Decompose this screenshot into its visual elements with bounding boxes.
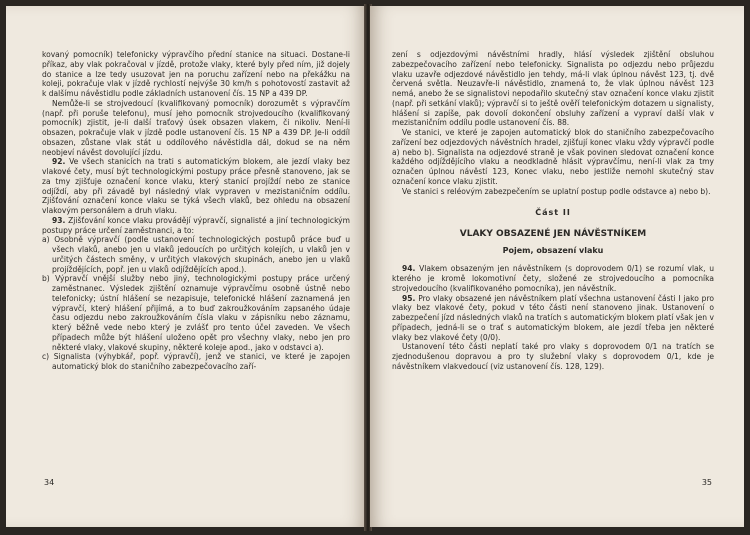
list-item-text: Signalista (výhybkář, popř. výpravčí), jenž ve stanici, ve které je zapojen automatický blok do staničního zabezpečovacího zaří- xyxy=(52,352,350,371)
section-label: Část II xyxy=(535,208,571,218)
paragraph: zení s odjezdovými návěstními hradly, hlásí výsledek zjištění obsluhou zabezpečovacího zařízení nebo telefonicky. Signalista po odjezdu nebo průjezdu vlaku uzavře odjezdové návěstidlo jen tehdy, má-li vlak úplnou návěst 123, tj. dvě červená světla. Neuzavře-li návěstidlo, znamená to, že vlak úplnou návěst 123 nemá, anebo že se signalistovi nepodařilo skutečný stav označení konce vlaku zjistit (např. při setkání vlaků); výpravčí si to ještě ověří telefonickým dotazem u signalisty, hlášení si zapíše, pak dovolí dokončení obsluhy zařízení a vypraví další vlak v mezistaničním oddílu podle ustanovení čís. 88. xyxy=(392,50,714,128)
left-page-number: 34 xyxy=(44,478,55,487)
list-item-text: Osobně výpravčí (podle ustanovení technologických postupů práce buď u všech vlaků, anebo jen u vlaků jedoucích po určitých kolejích, u vlaků jen v určitých částech směny, v určitých vlakových skupinách, anebo jen u vlaků projíždějících, popř. jen u vlaků odjíždějících apod.). xyxy=(52,235,350,274)
paragraph-number: 95. xyxy=(402,293,416,303)
paragraph: Nemůže-li se strojvedoucí (kvalifikovaný pomocník) dorozumět s výpravčím (např. při poruše telefonu), musí jeho pomocník strojvedoucího (kvalifikovaný pomocník) zjistit, je-li další traťový úsek obsazen vlakem, či nikoliv. Není-li obsazen, pokračuje vlak v jízdě podle ustanovení čís. 15 NP a 439 DP. Je-li oddíl obsazen, zůstane vlak stát u oddílového návěstidla dál, dokud se na něm neobjeví návěst dovolující jízdu. xyxy=(42,98,350,157)
chapter-subheading: Pojem, obsazení vlaku xyxy=(502,246,604,256)
list-item-label: b) xyxy=(42,274,50,284)
paragraph-text: Zjišťování konce vlaku provádějí výpravčí, signalisté a jiní technologickým postupy práce určení zaměstnanci, a to: xyxy=(42,215,350,235)
paragraph-text: Vlakem obsazeným jen návěstníkem (s doprovodem 0/1) se rozumí vlak, u kterého je kromě lokomotivní čety, složené ze strojvedoucího a pomocníka strojvedoucího (kvalifikovaného pomocníka), jen návěstník. xyxy=(392,264,714,293)
paragraph-number: 94. xyxy=(402,264,416,274)
right-page-text xyxy=(392,50,714,372)
paragraph-number: 93. xyxy=(52,215,66,225)
list-item xyxy=(42,352,350,372)
paragraph-number: 92. xyxy=(52,157,66,167)
right-page-number: 35 xyxy=(701,478,712,487)
chapter-heading: VLAKY OBSAZENÉ JEN NÁVĚSTNÍKEM xyxy=(459,229,647,240)
paragraph-text: Pro vlaky obsazené jen návěstníkem platí všechna ustanovení části I jako pro vlaky bez vlakové čety, pokud v této části není stanoveno jinak. Ustanovení o zabezpečení jízd následných vlaků na tratích s automatickým blokem platí však jen v případech, jedná-li se o trať s automatickým blokem, ale jezdí třeba jen některé vlaky bez vlakové čety (0/0). xyxy=(392,293,714,342)
paragraph: Ustanovení této části neplatí také pro vlaky s doprovodem 0/1 na tratích se zjednodušenou dopravou a pro ty služební vlaky s doprovodem 0/1, kde je návěstníkem vlakvedoucí (viz ustanovení čís. 128, 129). xyxy=(392,342,714,371)
list-item-text: Výpravčí vnější služby nebo jiný, technologickými postupy práce určený zaměstnanec. Výsledek zjištění oznamuje výpravčímu osobně ústně nebo telefonicky; ústní hlášení se nezapisuje, telefonické hlášení zaznamená jen výpravčí, který hlášení přijímá, a to buď zakroužkováním zapsaného údaje času odjezdu nebo zakroužkováním čísla vlaku v zápisníku nebo záznamu, který běžně vede nebo který je zvlášť pro tento účel zaveden. Ve všech případech může být hlášení uloženo opět pro všechny vlaky, nebo jen pro některé vlaky, vlakové skupiny, některé koleje apod., jako v odstavci a). xyxy=(52,274,350,352)
numbered-paragraph xyxy=(392,264,714,293)
list-item xyxy=(42,274,350,352)
numbered-paragraph xyxy=(42,157,350,216)
list-item-label: a) xyxy=(42,235,50,245)
numbered-paragraph xyxy=(392,294,714,343)
paragraph: Ve stanici, ve které je zapojen automatický blok do staničního zabezpečovacího zařízení bez odjezdových návěstních hradel, zjišťují konec vlaku vždy výpravčí podle a) nebo b). Signalista na odjezdové straně je však povinen sledovat označení konce každého odjíždějícího vlaku a neodkladně hlásit výpravčímu, není-li vlak za tmy označen úplnou návěstí 123, Konec vlaku, nebo jestliže nemohl skutečný stav označení konce vlaku zjistit. xyxy=(392,128,714,186)
paragraph: kovaný pomocník) telefonicky výpravčího přední stanice na situaci. Dostane-li příkaz, aby vlak pokračoval v jízdě, protože vlaky, které byly před ním, již dojely do stanice a lze tedy usuzovat jen na poruchu zařízení nebo na překážku na koleji, pokračuje vlak v jízdě rychlostí nejvýše 30 km/h s pohotovostí zastavit až k dalšímu návěstidlu podle základních ustanovení čís. 15 NP a 439 DP. xyxy=(42,50,350,98)
list-item-label: c) xyxy=(42,352,50,362)
left-page xyxy=(6,6,366,527)
paragraph-text: Ve všech stanicích na trati s automatickým blokem, ale jezdí vlaky bez vlakové čety, musí být technologickými postupy práce přesně stanoveno, jak se za tmy zjišťuje označení konce vlaku, který stanicí projíždí nebo ze stanice odjíždí, aby při závadě byl následný vlak vypraven v mezistaničním oddílu. Zjišťování označení konce vlaku se týká všech vlaků, bez ohledu na obsazení vlakovým personálem a druh vlaku. xyxy=(42,157,350,215)
right-page xyxy=(370,6,744,527)
numbered-paragraph xyxy=(42,216,350,236)
list-item xyxy=(42,235,350,274)
paragraph: Ve stanici s reléovým zabezpečením se uplatní postup podle odstavce a) nebo b). xyxy=(402,186,711,196)
left-page-text xyxy=(42,50,350,372)
